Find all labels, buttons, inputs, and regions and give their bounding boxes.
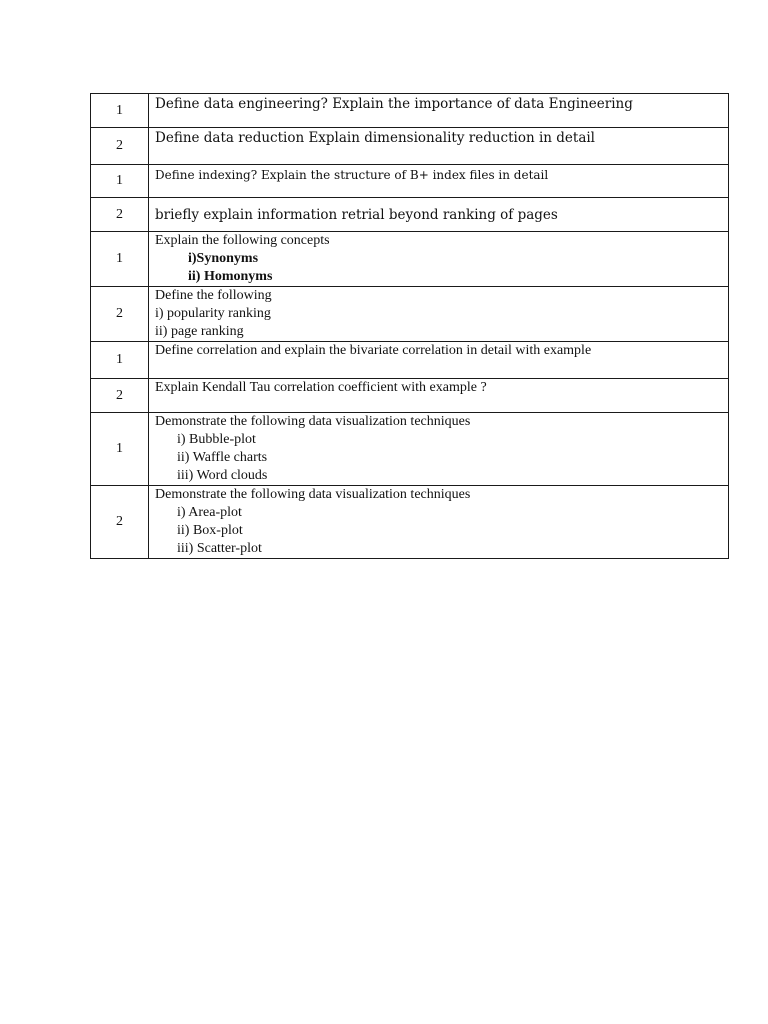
question-cell bbox=[149, 198, 729, 232]
question-text: Define indexing? Explain the structure of B+ index files in detail bbox=[155, 168, 549, 182]
question-subitem: iii) Scatter-plot bbox=[177, 541, 262, 556]
question-text: Define data reduction Explain dimensionality reduction in detail bbox=[155, 130, 596, 146]
question-text: Define the following bbox=[155, 288, 272, 303]
question-number: 2 bbox=[91, 379, 149, 413]
question-number: 2 bbox=[91, 198, 149, 232]
question-text: Define correlation and explain the bivariate correlation in detail with example bbox=[155, 343, 592, 358]
table-row bbox=[91, 379, 729, 413]
question-text: Explain the following concepts bbox=[155, 233, 330, 248]
question-text: briefly explain information retrial beyond ranking of pages bbox=[155, 206, 558, 223]
question-cell bbox=[149, 232, 729, 287]
question-cell bbox=[149, 128, 729, 165]
table-row bbox=[91, 287, 729, 342]
question-text: Demonstrate the following data visualization techniques bbox=[155, 414, 471, 429]
question-subitem: i) popularity ranking bbox=[155, 306, 271, 321]
question-number: 2 bbox=[91, 287, 149, 342]
question-cell bbox=[149, 165, 729, 198]
question-text: Demonstrate the following data visualization techniques bbox=[155, 487, 471, 502]
question-subitem: ii) Homonyms bbox=[188, 269, 273, 284]
question-subitem: ii) Waffle charts bbox=[177, 450, 268, 465]
question-number: 1 bbox=[91, 413, 149, 486]
question-number: 2 bbox=[91, 128, 149, 165]
question-number: 1 bbox=[91, 165, 149, 198]
table-row bbox=[91, 342, 729, 379]
question-subitem: iii) Word clouds bbox=[177, 468, 268, 483]
table-row bbox=[91, 94, 729, 128]
table-row bbox=[91, 232, 729, 287]
question-cell bbox=[149, 413, 729, 486]
question-number: 2 bbox=[91, 486, 149, 559]
table-row bbox=[91, 128, 729, 165]
question-subitem: ii) Box-plot bbox=[177, 523, 243, 538]
table-row bbox=[91, 165, 729, 198]
question-cell bbox=[149, 342, 729, 379]
question-subitem: ii) page ranking bbox=[155, 324, 244, 339]
question-text: Define data engineering? Explain the importance of data Engineering bbox=[155, 96, 633, 112]
questions-table bbox=[90, 93, 729, 559]
question-subitem: i)Synonyms bbox=[188, 251, 259, 266]
question-number: 1 bbox=[91, 342, 149, 379]
question-cell bbox=[149, 287, 729, 342]
table-row bbox=[91, 413, 729, 486]
question-cell bbox=[149, 486, 729, 559]
question-text: Explain Kendall Tau correlation coefficient with example ? bbox=[155, 380, 487, 395]
question-cell bbox=[149, 379, 729, 413]
question-subitem: i) Bubble-plot bbox=[177, 432, 256, 447]
question-number: 1 bbox=[91, 232, 149, 287]
table-row bbox=[91, 486, 729, 559]
question-number: 1 bbox=[91, 94, 149, 128]
table-row bbox=[91, 198, 729, 232]
question-subitem: i) Area-plot bbox=[177, 505, 242, 520]
question-cell bbox=[149, 94, 729, 128]
